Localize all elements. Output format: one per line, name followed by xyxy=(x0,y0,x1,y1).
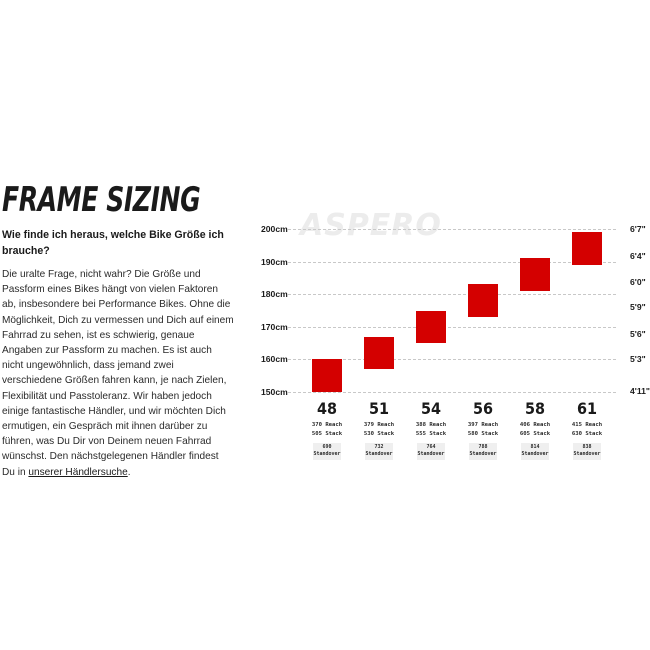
standover-label: Standover xyxy=(521,451,549,457)
dealer-search-link[interactable]: unserer Händlersuche xyxy=(28,466,128,478)
y-tick-label-cm: 170cm xyxy=(261,321,288,332)
size-48-height-range xyxy=(312,359,342,392)
standover-badge xyxy=(365,443,393,460)
stack-value: 630 Stack xyxy=(571,431,603,437)
y-tick-label-ft: 6'0" xyxy=(630,277,646,287)
size-51-height-range xyxy=(364,337,394,370)
size-54-height-range xyxy=(416,311,446,344)
y-tick-label-cm: 160cm xyxy=(261,354,288,365)
section-subtitle: Wie finde ich heraus, welche Bike Größe ich brauche? xyxy=(2,229,224,257)
standover-value: 764 xyxy=(426,444,436,450)
y-tick-label-ft: 5'3" xyxy=(630,354,646,364)
reach-value: 415 Reach xyxy=(571,422,603,428)
standover-badge xyxy=(521,443,549,460)
grid-line xyxy=(288,327,616,328)
standover-label: Standover xyxy=(365,451,393,457)
size-56-height-range xyxy=(468,284,498,317)
size-label: 58 xyxy=(524,399,546,418)
reach-value: 370 Reach xyxy=(311,422,343,428)
standover-badge xyxy=(573,443,601,460)
chart-watermark: ASPERO xyxy=(300,208,442,243)
grid-line xyxy=(288,294,616,295)
grid-line xyxy=(288,262,616,263)
intro-text: Die uralte Frage, nicht wahr? Die Größe und Passform eines Bikes hängt von vielen Faktoren ab, insbesondere bei Performance Bikes. Ohne die Möglichkeit, Dich zu vermessen und Dich auf einem Fahrrad zu sehen, ist es schwierig, genaue Angaben zur Passform zu machen. Es ist auch nicht ungewöhnlich, dass jemand zwei verschiedene Größen fahren kann, je nach Zielen, Flexibilität und Passtoleranz. Wir haben jedoch einige fantastische Händler, und wir möchten Dich ermutigen, ein Gespräch mit ihnen darüber zu führen, was Du Dir von Deinem neuen Fahrrad wünschst. Den nächstgelegenen Händler findest Du in xyxy=(2,269,234,478)
y-tick-label-ft: 5'9" xyxy=(630,302,646,312)
standover-label: Standover xyxy=(573,451,601,457)
y-tick-label-cm: 150cm xyxy=(261,387,288,397)
size-58-height-range xyxy=(520,258,550,291)
standover-badge xyxy=(313,443,341,460)
stack-value: 505 Stack xyxy=(311,431,343,437)
intro-paragraph xyxy=(2,267,234,480)
reach-value: 406 Reach xyxy=(519,422,551,428)
standover-badge xyxy=(469,443,497,460)
stack-value: 555 Stack xyxy=(415,431,447,437)
stack-value: 530 Stack xyxy=(363,431,395,437)
reach-value: 388 Reach xyxy=(415,422,447,428)
standover-label: Standover xyxy=(313,451,341,457)
standover-value: 788 xyxy=(478,444,488,450)
y-tick-label-ft: 4'11" xyxy=(630,386,650,396)
page-title: FRAME SIZING xyxy=(2,180,201,220)
reach-value: 397 Reach xyxy=(467,422,499,428)
standover-value: 814 xyxy=(530,444,540,450)
reach-value: 379 Reach xyxy=(363,422,395,428)
y-tick-label-ft: 6'4" xyxy=(630,251,646,261)
standover-label: Standover xyxy=(469,451,497,457)
grid-line xyxy=(288,392,616,393)
size-label: 51 xyxy=(368,399,390,418)
standover-value: 690 xyxy=(322,444,332,450)
size-61-height-range xyxy=(572,232,602,265)
y-tick-label-cm: 200cm xyxy=(261,224,288,234)
standover-value: 838 xyxy=(582,444,592,450)
size-label: 56 xyxy=(472,399,494,418)
standover-label: Standover xyxy=(417,451,445,457)
size-label: 48 xyxy=(316,399,338,418)
size-label: 61 xyxy=(576,399,598,418)
standover-badge xyxy=(417,443,445,460)
stack-value: 605 Stack xyxy=(519,431,551,437)
stack-value: 580 Stack xyxy=(467,431,499,437)
y-tick-label-ft: 6'7" xyxy=(630,224,646,234)
standover-value: 732 xyxy=(374,444,384,450)
y-tick-label-cm: 180cm xyxy=(261,289,288,300)
y-tick-label-ft: 5'6" xyxy=(630,329,646,339)
y-tick-label-cm: 190cm xyxy=(261,256,288,267)
grid-line xyxy=(288,229,616,230)
intro-suffix: . xyxy=(127,466,131,478)
size-label: 54 xyxy=(420,399,442,418)
